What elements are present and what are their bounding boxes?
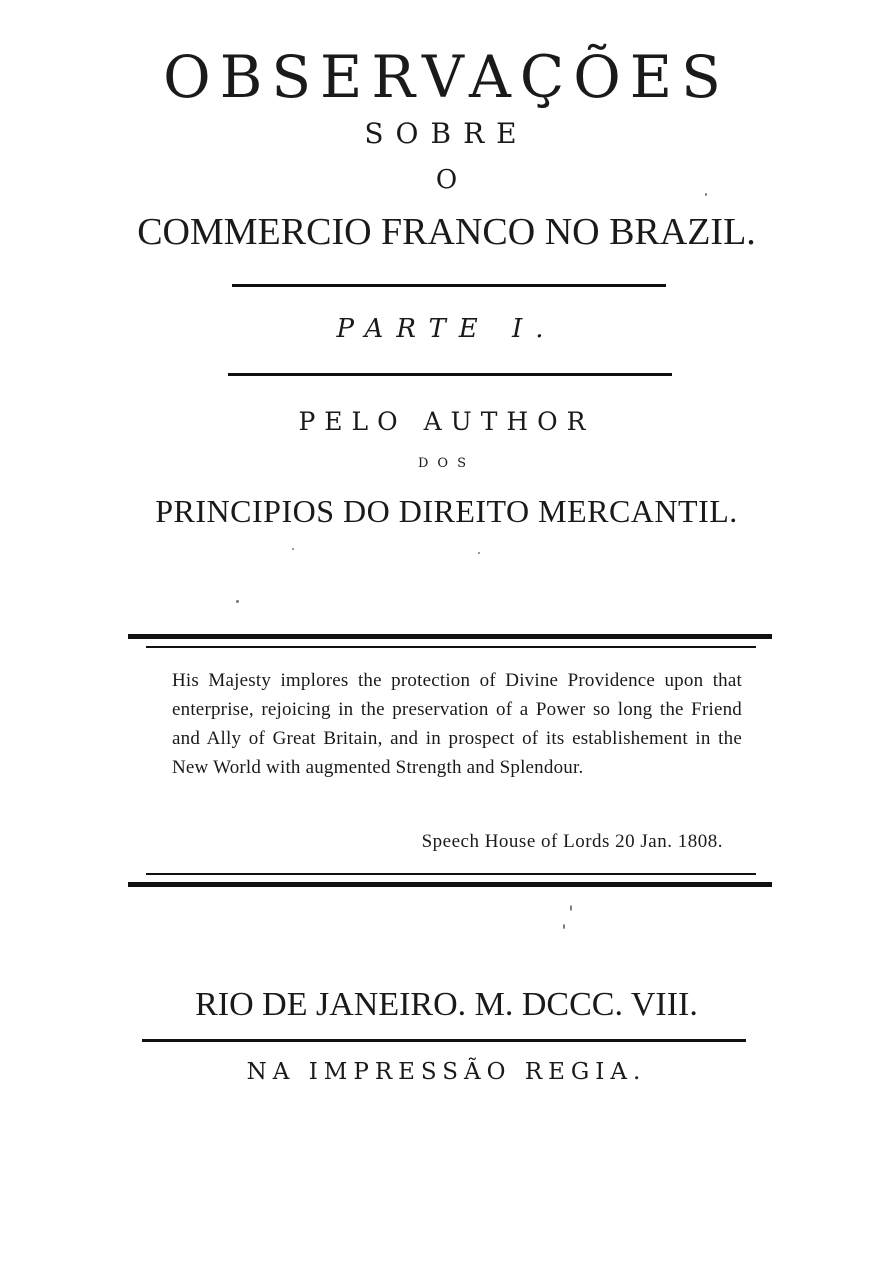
rule-under-part: [228, 373, 672, 376]
author-work-title: PRINCIPIOS DO DIREITO MERCANTIL.: [155, 493, 738, 529]
paper-speck: [705, 193, 707, 196]
title-article: O: [435, 165, 458, 195]
ornament-rule-top-thick: [128, 634, 772, 639]
ornament-rule-bottom-thick: [128, 882, 772, 887]
book-title: OBSERVAÇÕES: [163, 43, 730, 111]
epigraph-text: His Majesty implores the protection of Divine Providence upon that enterprise, rejoicing in the preservation of a Power so long the Friend and Ally of Great Britain, and in prospect of its establishement in the New World with augmented Strength and Splendour.: [172, 670, 742, 778]
paper-speck: [570, 905, 572, 911]
imprint-place-date: RIO DE JANEIRO. M. DCCC. VIII.: [195, 986, 698, 1023]
rule-under-imprint: [142, 1039, 746, 1042]
part-number: PARTE I.: [336, 314, 557, 344]
paper-speck: [563, 924, 565, 929]
paper-speck: [292, 548, 294, 550]
epigraph-source: Speech House of Lords 20 Jan. 1808.: [421, 831, 723, 852]
paper-speck: [236, 600, 239, 603]
author-dos: DOS: [418, 456, 475, 471]
book-subtitle: COMMERCIO FRANCO NO BRAZIL.: [137, 211, 756, 253]
author-intro: PELO AUTHOR: [298, 407, 595, 436]
printer-name: NA IMPRESSÃO REGIA.: [246, 1059, 647, 1085]
title-sobre: SOBRE: [364, 117, 529, 150]
paper-speck: [478, 552, 480, 554]
ornament-rule-top-thin: [146, 646, 756, 648]
rule-under-subtitle: [232, 284, 666, 287]
epigraph: [172, 666, 742, 782]
ornament-rule-bottom-thin: [146, 873, 756, 875]
